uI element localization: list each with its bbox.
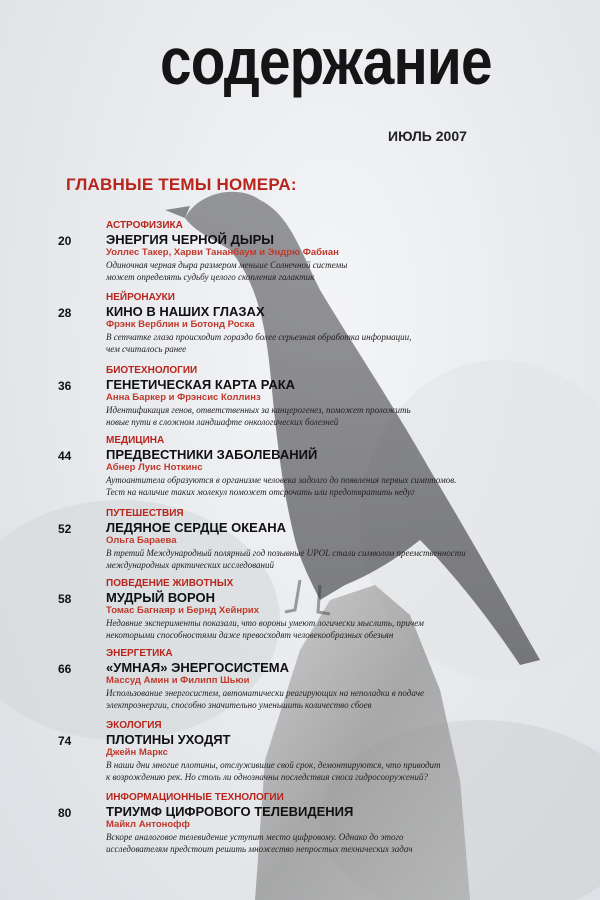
article-description: новые пути в сложном ландшафте онкологических болезней [106,417,339,427]
issue-date: ИЮЛЬ 2007 [388,128,467,144]
article-authors: Анна Баркер и Фрэнсис Коллинз [106,392,261,403]
article-title[interactable]: КИНО В НАШИХ ГЛАЗАХ [106,304,265,319]
article-description: В сетчатке глаза происходит гораздо более серьезная обработка информации, [106,332,412,342]
article-title[interactable]: ЛЕДЯНОЕ СЕРДЦЕ ОКЕАНА [106,520,287,535]
page-number: 58 [58,592,72,606]
magazine-contents-title: содержание [160,24,492,98]
article-title[interactable]: ГЕНЕТИЧЕСКАЯ КАРТА РАКА [106,377,296,392]
article-title[interactable]: ПЛОТИНЫ УХОДЯТ [106,732,231,747]
page-number: 52 [58,522,72,536]
article-description: некоторыми способностями даже превосходят человекообразных обезьян [106,630,394,640]
page-number: 36 [58,379,72,393]
article-category: НЕЙРОНАУКИ [106,292,175,303]
article-description: Использование энергосистем, автоматически реагирующих на неполадки в подаче [106,688,425,698]
article-authors: Фрэнк Верблин и Ботонд Роска [106,319,255,330]
article-description: Аутоантитела образуются в организме человека задолго до появления первых симптомов. [106,475,457,485]
article-category: ИНФОРМАЦИОННЫЕ ТЕХНОЛОГИИ [106,792,284,803]
article-description: исследователям предстоит решить множество непростых технических задач [106,844,413,854]
page-number: 66 [58,662,72,676]
article-description: Тест на наличие таких молекул поможет отсрочить или предотвратить недуг [106,487,415,497]
article-authors: Майкл Антонофф [106,819,190,830]
article-authors: Абнер Луис Ноткинс [106,462,203,473]
article-title[interactable]: «УМНАЯ» ЭНЕРГОСИСТЕМА [106,660,290,675]
article-description: Вскоре аналоговое телевидение уступит место цифровому. Однако до этого [106,832,404,842]
article-description: к возрождению рек. Но столь ли однозначны последствия сноса гидросооружений? [106,772,428,782]
article-category: ЭНЕРГЕТИКА [106,648,173,659]
article-description: международных арктических исследований [106,560,274,570]
article-category: МЕДИЦИНА [106,435,165,446]
article-category: БИОТЕХНОЛОГИИ [106,365,198,376]
page-number: 80 [58,806,72,820]
article-authors: Уоллес Такер, Харви Тананбаум и Эндрю Фабиан [106,247,339,258]
article-authors: Массуд Амин и Филипп Шьюи [106,675,250,686]
page-number: 74 [58,734,72,748]
article-description: В третий Международный полярный год позывные UPOL стали символом преемственности [106,548,466,558]
article-title[interactable]: ПРЕДВЕСТНИКИ ЗАБОЛЕВАНИЙ [106,447,318,462]
article-description: Идентификация генов, ответственных за канцерогенез, поможет проложить [106,405,411,415]
article-authors: Ольга Бараева [106,535,177,546]
article-category: ПОВЕДЕНИЕ ЖИВОТНЫХ [106,578,234,589]
article-category: АСТРОФИЗИКА [106,220,183,231]
section-heading: ГЛАВНЫЕ ТЕМЫ НОМЕРА: [66,175,297,194]
article-title[interactable]: МУДРЫЙ ВОРОН [106,590,216,605]
article-title[interactable]: ЭНЕРГИЯ ЧЕРНОЙ ДЫРЫ [106,232,274,247]
article-description: электроэнергии, способно значительно уменьшить количество сбоев [106,700,372,710]
article-category: ЭКОЛОГИЯ [106,720,162,731]
article-title[interactable]: ТРИУМФ ЦИФРОВОГО ТЕЛЕВИДЕНИЯ [106,804,354,819]
article-description: Недавние эксперименты показали, что вороны умеют логически мыслить, причем [106,618,424,628]
article-description: В наши дни многие плотины, отслужившие свой срок, демонтируются, что приводит [106,760,441,770]
article-authors: Джейн Маркс [106,747,168,758]
page-number: 44 [58,449,72,463]
page-number: 20 [58,234,72,248]
page-number: 28 [58,306,72,320]
article-authors: Томас Багнаяр и Бернд Хейнрих [106,605,259,616]
article-description: Одиночная черная дыра размером меньше Солнечной системы [106,260,348,270]
article-description: может определять судьбу целого скопления галактик [106,272,315,282]
article-description: чем считалось ранее [106,344,187,354]
article-category: ПУТЕШЕСТВИЯ [106,508,184,519]
